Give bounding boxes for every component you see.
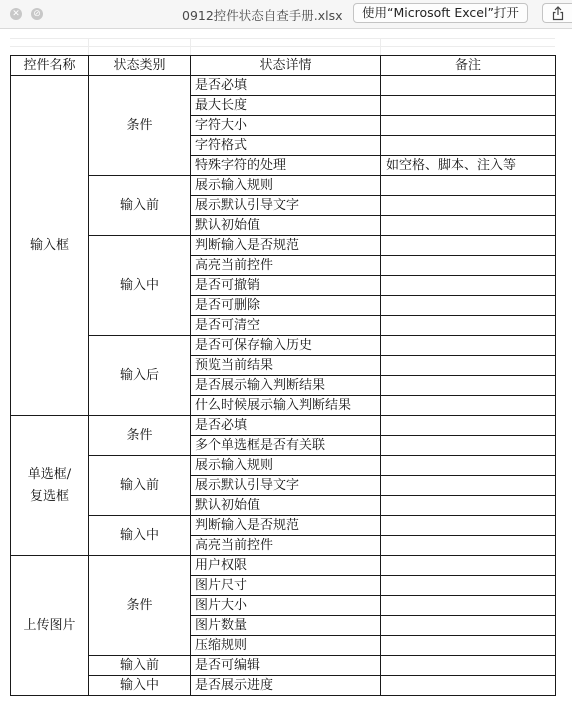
control-status-table — [10, 55, 556, 696]
detail-cell: 是否可编辑 — [191, 656, 381, 676]
note-cell — [381, 216, 556, 236]
detail-cell: 压缩规则 — [191, 636, 381, 656]
category-cell: 输入前 — [89, 176, 191, 236]
note-cell — [381, 236, 556, 256]
note-cell — [381, 636, 556, 656]
control-input-box: 输入框 — [11, 76, 89, 416]
sheet-gridline — [380, 39, 381, 56]
note-cell — [381, 476, 556, 496]
note-cell — [381, 496, 556, 516]
table-row — [11, 416, 556, 436]
note-cell — [381, 256, 556, 276]
detail-cell: 字符格式 — [191, 136, 381, 156]
document-title: 0912控件状态自查手册.xlsx — [182, 8, 343, 23]
detail-cell: 多个单选框是否有关联 — [191, 436, 381, 456]
note-cell — [381, 596, 556, 616]
close-icon[interactable]: ✕ — [10, 8, 22, 20]
table-row — [11, 556, 556, 576]
note-cell — [381, 176, 556, 196]
header-status-category: 状态类别 — [89, 56, 191, 76]
note-cell — [381, 656, 556, 676]
note-cell — [381, 616, 556, 636]
header-control-name: 控件名称 — [11, 56, 89, 76]
table-row — [11, 76, 556, 96]
detail-cell: 是否可清空 — [191, 316, 381, 336]
detail-cell: 是否必填 — [191, 76, 381, 96]
control-upload-image: 上传图片 — [11, 556, 89, 696]
category-cell: 输入前 — [89, 656, 191, 676]
note-cell — [381, 76, 556, 96]
detail-cell: 是否展示进度 — [191, 676, 381, 696]
note-cell — [381, 336, 556, 356]
note-cell — [381, 116, 556, 136]
table-header-row — [11, 56, 556, 76]
detail-cell: 展示默认引导文字 — [191, 476, 381, 496]
detail-cell: 默认初始值 — [191, 216, 381, 236]
note-cell — [381, 436, 556, 456]
header-notes: 备注 — [381, 56, 556, 76]
note-cell — [381, 96, 556, 116]
detail-cell: 用户权限 — [191, 556, 381, 576]
spreadsheet-preview — [0, 29, 572, 726]
detail-cell: 展示输入规则 — [191, 176, 381, 196]
category-cell: 输入后 — [89, 336, 191, 416]
note-cell — [381, 196, 556, 216]
note-cell — [381, 676, 556, 696]
detail-cell: 是否可撤销 — [191, 276, 381, 296]
detail-cell: 判断输入是否规范 — [191, 236, 381, 256]
note-cell — [381, 516, 556, 536]
category-cell: 条件 — [89, 556, 191, 656]
note-cell — [381, 556, 556, 576]
header-status-detail: 状态详情 — [191, 56, 381, 76]
table-row — [11, 656, 556, 676]
category-cell: 输入中 — [89, 516, 191, 556]
open-with-excel-button[interactable]: 使用“Microsoft Excel”打开 — [353, 3, 528, 23]
note-cell — [381, 456, 556, 476]
table-row — [11, 676, 556, 696]
detail-cell: 是否展示输入判断结果 — [191, 376, 381, 396]
table-row — [11, 336, 556, 356]
detail-cell: 字符大小 — [191, 116, 381, 136]
detail-cell: 展示输入规则 — [191, 456, 381, 476]
category-cell: 条件 — [89, 76, 191, 176]
detail-cell: 高亮当前控件 — [191, 536, 381, 556]
detail-cell: 是否可保存输入历史 — [191, 336, 381, 356]
sheet-gridline — [190, 39, 191, 56]
detail-cell: 特殊字符的处理 — [191, 156, 381, 176]
detail-cell: 判断输入是否规范 — [191, 516, 381, 536]
note-cell — [381, 376, 556, 396]
note-cell — [381, 316, 556, 336]
table-row — [11, 236, 556, 256]
note-cell — [381, 576, 556, 596]
note-cell — [381, 136, 556, 156]
table-row — [11, 516, 556, 536]
note-cell — [381, 356, 556, 376]
detail-cell: 图片尺寸 — [191, 576, 381, 596]
detail-cell: 是否可删除 — [191, 296, 381, 316]
control-name-line: 单选框/ — [27, 466, 72, 482]
sheet-gridline — [88, 39, 89, 56]
detail-cell: 图片大小 — [191, 596, 381, 616]
note-cell: 如空格、脚本、注入等 — [381, 156, 556, 176]
sheet-gridline — [10, 46, 555, 47]
share-icon — [552, 6, 564, 21]
share-button[interactable] — [542, 3, 572, 23]
category-cell: 输入中 — [89, 676, 191, 696]
category-cell: 输入中 — [89, 236, 191, 336]
window-titlebar — [0, 0, 572, 29]
detail-cell: 图片数量 — [191, 616, 381, 636]
detail-cell: 最大长度 — [191, 96, 381, 116]
control-name-line: 复选框 — [29, 488, 69, 504]
note-cell — [381, 296, 556, 316]
detail-cell: 是否必填 — [191, 416, 381, 436]
note-cell — [381, 276, 556, 296]
minimize-icon[interactable]: ⊘ — [31, 8, 43, 20]
category-cell: 条件 — [89, 416, 191, 456]
detail-cell: 展示默认引导文字 — [191, 196, 381, 216]
detail-cell: 默认初始值 — [191, 496, 381, 516]
sheet-gridline — [10, 38, 555, 39]
table-row — [11, 176, 556, 196]
note-cell — [381, 396, 556, 416]
category-cell: 输入前 — [89, 456, 191, 516]
detail-cell: 预览当前结果 — [191, 356, 381, 376]
detail-cell: 高亮当前控件 — [191, 256, 381, 276]
note-cell — [381, 536, 556, 556]
detail-cell: 什么时候展示输入判断结果 — [191, 396, 381, 416]
table-row — [11, 456, 556, 476]
note-cell — [381, 416, 556, 436]
control-radio-checkbox — [11, 416, 89, 556]
